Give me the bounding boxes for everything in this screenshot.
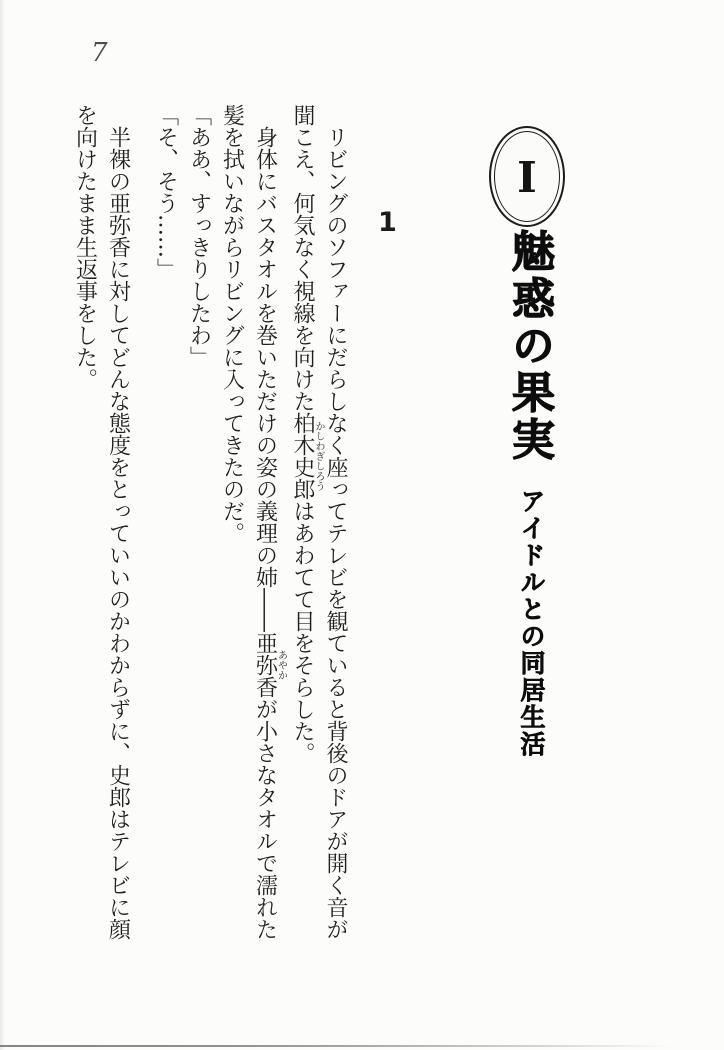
section-number: 1 bbox=[378, 207, 397, 238]
scan-artifact-bottom-line bbox=[0, 1045, 724, 1047]
paragraph: 「そ、そう……」 bbox=[153, 104, 179, 280]
paragraph: 半裸の亜弥香に対してどんな態度をとっていいのかわからずに、史郎はテレビに顔を向けたまま生返事をした。 bbox=[72, 104, 131, 940]
ruby-annotated-name: 柏木史郎かしわぎしろう bbox=[290, 412, 324, 500]
chapter-numeral: I bbox=[517, 152, 537, 202]
chapter-medallion-inner-ring bbox=[494, 131, 560, 222]
chapter-subtitle: アイドルとの同居生活 bbox=[517, 488, 546, 758]
page-number: 7 bbox=[91, 38, 108, 68]
scan-artifact-left-edge bbox=[0, 0, 5, 1050]
chapter-medallion bbox=[489, 126, 565, 227]
body-text bbox=[60, 104, 352, 944]
paragraph: 身体にバスタオルを巻いただけの姿の義理の姉――亜弥香あやかが小さなタオルで濡れた髪を拭いながらリビングに入ってきたのだ。 bbox=[219, 104, 287, 940]
chapter-title: 魅惑の果実 bbox=[505, 229, 555, 464]
paragraph: 「ああ、すっきりしたわ」 bbox=[186, 104, 212, 368]
ruby-annotated-name: 亜弥香あやか bbox=[252, 632, 287, 698]
paragraph: リビングのソファーにだらしなく座ってテレビを観ていると背後のドアが開く音が聞こえ、何気なく視線を向けた柏木史郎かしわぎしろうはあわてて目をそらした。 bbox=[290, 104, 348, 940]
